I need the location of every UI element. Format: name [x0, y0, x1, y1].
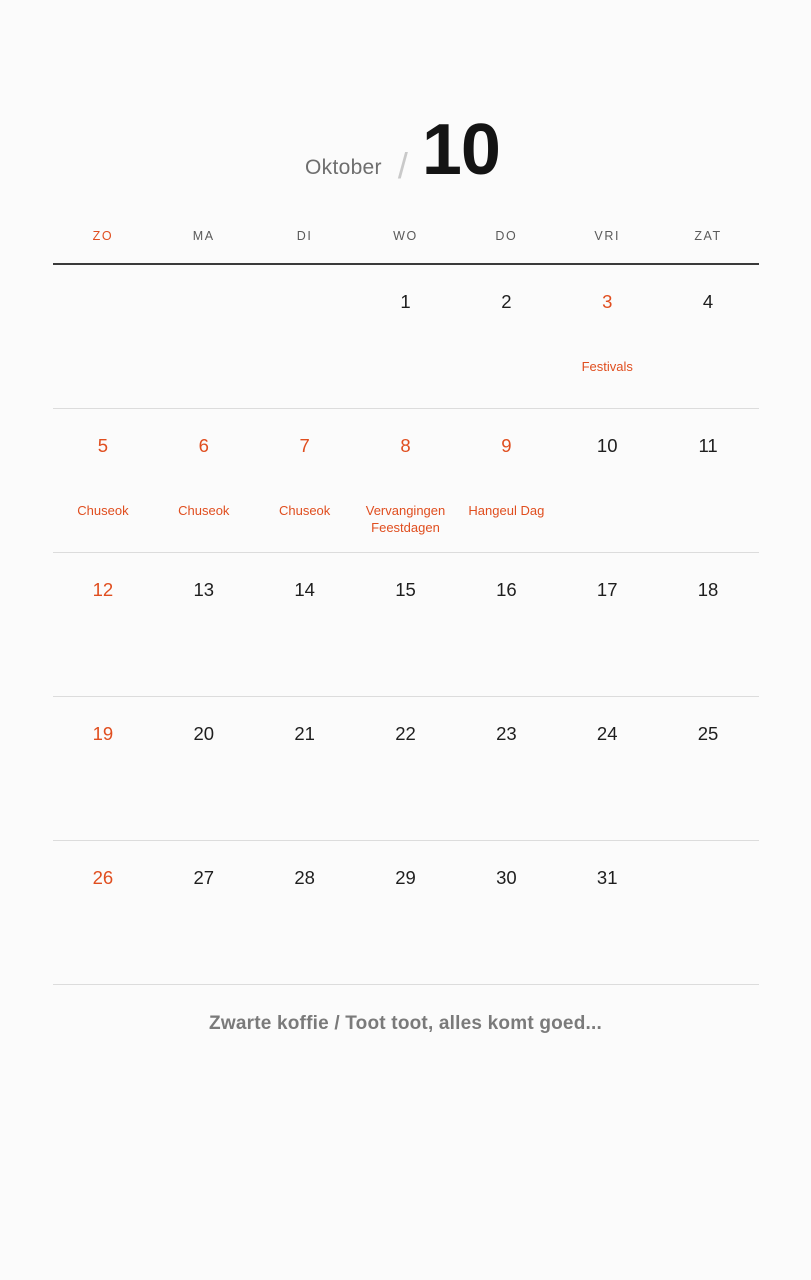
calendar-week-row — [53, 697, 759, 841]
day-number: 9 — [501, 435, 512, 456]
calendar-footer — [53, 985, 759, 1035]
footer-text: Zwarte koffie / Toot toot, alles komt goed... — [209, 1013, 602, 1034]
day-number: 20 — [193, 723, 215, 744]
calendar-day-cell[interactable] — [658, 697, 759, 840]
calendar-week-row — [53, 265, 759, 409]
day-number: 22 — [395, 723, 416, 744]
calendar-day-cell[interactable] — [456, 265, 557, 408]
calendar-day-cell[interactable] — [254, 265, 355, 408]
calendar-day-cell[interactable] — [355, 409, 456, 552]
day-number: 11 — [698, 435, 718, 456]
calendar-day-cell[interactable] — [53, 697, 154, 840]
day-number: 24 — [596, 723, 618, 744]
calendar-day-cell[interactable] — [456, 697, 557, 840]
day-number: 12 — [92, 579, 114, 600]
day-event: Hangeul Dag — [468, 502, 545, 518]
month-name: Oktober — [305, 156, 382, 179]
day-number: 7 — [299, 435, 310, 456]
day-number: 6 — [198, 435, 209, 456]
weekday-label-wednesday: WO — [393, 229, 418, 243]
day-number: 31 — [596, 867, 618, 888]
weekday-label-saturday: ZAT — [694, 229, 722, 243]
calendar-day-cell[interactable] — [658, 553, 759, 696]
day-number: 10 — [596, 435, 618, 456]
day-number: 19 — [92, 723, 114, 744]
calendar-day-cell[interactable] — [153, 841, 254, 984]
day-number: 8 — [400, 435, 411, 456]
day-number: 1 — [400, 291, 411, 312]
day-event: Vervangingen Feestdagen — [365, 502, 446, 535]
day-event: Festivals — [581, 358, 633, 374]
calendar-day-cell[interactable] — [254, 553, 355, 696]
day-number: 4 — [702, 291, 714, 312]
calendar-day-cell[interactable] — [456, 409, 557, 552]
weekday-label-thursday: DO — [495, 229, 518, 243]
calendar-day-cell[interactable] — [53, 409, 154, 552]
calendar-week-row — [53, 553, 759, 697]
day-event: Chuseok — [77, 502, 129, 518]
day-number: 14 — [294, 579, 315, 600]
calendar-day-cell[interactable] — [557, 841, 658, 984]
day-number: 15 — [395, 579, 416, 600]
calendar-day-cell[interactable] — [153, 553, 254, 696]
day-event: Chuseok — [278, 502, 331, 518]
calendar-day-cell[interactable] — [456, 553, 557, 696]
day-number: 27 — [193, 867, 215, 888]
calendar-day-cell[interactable] — [355, 697, 456, 840]
calendar-week-row — [53, 409, 759, 553]
day-number: 17 — [596, 579, 618, 600]
calendar-day-cell[interactable] — [355, 265, 456, 408]
day-number: 13 — [193, 579, 215, 600]
month-number: 10 — [421, 110, 500, 190]
calendar-day-cell[interactable] — [254, 841, 355, 984]
weekday-label-friday: VRI — [594, 229, 621, 243]
day-number: 25 — [697, 723, 719, 744]
calendar-day-cell[interactable] — [254, 697, 355, 840]
header-separator: / — [397, 145, 408, 186]
day-event: Chuseok — [178, 502, 230, 518]
day-number: 30 — [496, 867, 517, 888]
calendar-day-cell[interactable] — [456, 841, 557, 984]
day-number: 5 — [97, 435, 109, 456]
calendar-day-cell[interactable] — [53, 841, 154, 984]
calendar-day-cell[interactable] — [153, 409, 254, 552]
calendar-day-cell[interactable] — [557, 265, 658, 408]
day-number: 18 — [697, 579, 719, 600]
calendar-day-cell[interactable] — [557, 697, 658, 840]
weekday-header-row — [53, 229, 759, 265]
calendar-day-cell[interactable] — [557, 553, 658, 696]
day-number: 28 — [294, 867, 315, 888]
calendar-day-cell[interactable] — [53, 265, 154, 408]
calendar-day-cell[interactable] — [254, 409, 355, 552]
calendar-week-row — [53, 841, 759, 985]
calendar-day-cell[interactable] — [658, 265, 759, 408]
day-number: 16 — [496, 579, 517, 600]
calendar-day-cell[interactable] — [557, 409, 658, 552]
weekday-label-monday: MA — [192, 229, 215, 243]
calendar-day-cell[interactable] — [53, 553, 154, 696]
calendar-day-cell[interactable] — [658, 409, 759, 552]
day-number: 3 — [602, 291, 613, 312]
calendar-day-cell[interactable] — [153, 697, 254, 840]
calendar-day-cell[interactable] — [355, 553, 456, 696]
calendar-day-cell[interactable] — [658, 841, 759, 984]
day-number: 23 — [496, 723, 517, 744]
calendar-day-cell[interactable] — [355, 841, 456, 984]
calendar-header — [0, 0, 811, 190]
calendar-day-cell[interactable] — [153, 265, 254, 408]
weekday-label-tuesday: DI — [296, 229, 313, 243]
weekday-label-sunday: ZO — [92, 229, 114, 243]
day-number: 2 — [501, 291, 512, 312]
day-number: 21 — [294, 723, 315, 744]
calendar-grid — [53, 229, 759, 985]
day-number: 29 — [395, 867, 416, 888]
day-number: 26 — [92, 867, 114, 888]
